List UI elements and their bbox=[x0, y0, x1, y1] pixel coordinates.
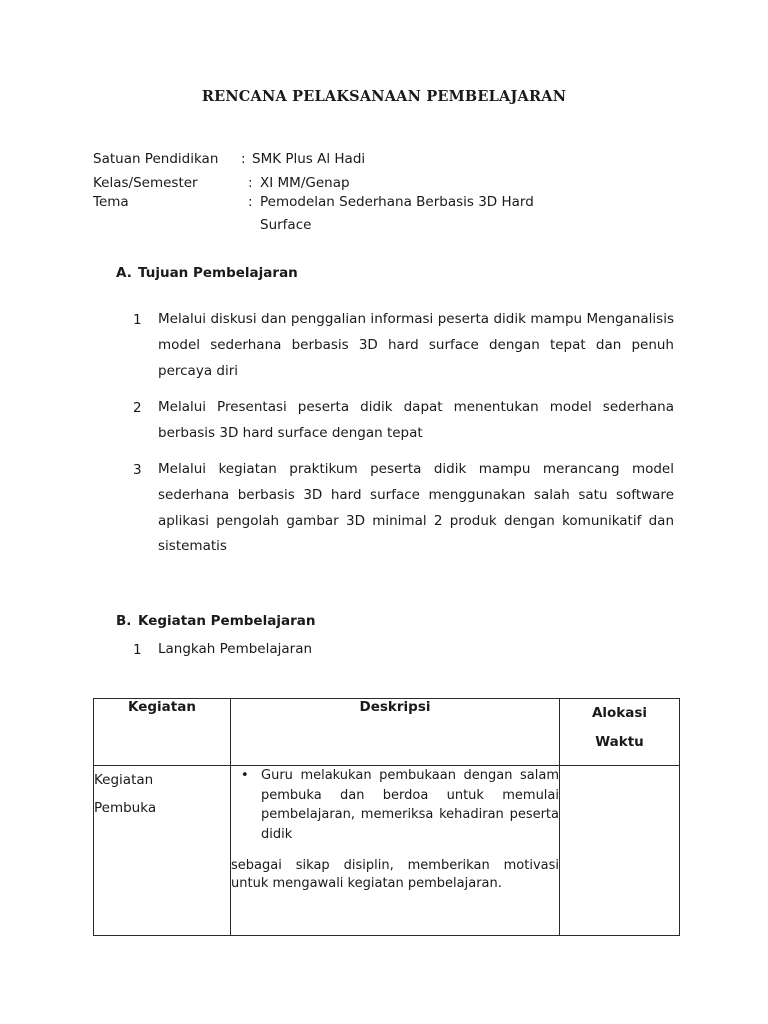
meta-separator: : bbox=[248, 175, 253, 191]
learning-steps-table bbox=[93, 698, 680, 936]
subsection-title: Langkah Pembelajaran bbox=[158, 641, 313, 657]
table-row bbox=[94, 766, 680, 936]
meta-kelas-label: Kelas/Semester bbox=[93, 175, 198, 191]
meta-satuan-value: SMK Plus Al Hadi bbox=[252, 151, 366, 167]
meta-kelas-value: XI MM/Genap bbox=[260, 175, 350, 191]
bullet-item bbox=[231, 766, 559, 844]
section-b-letter: B. bbox=[116, 613, 132, 629]
header-alokasi-line2: Waktu bbox=[595, 734, 644, 750]
section-a-letter: A. bbox=[116, 265, 132, 281]
meta-tema-label: Tema bbox=[93, 194, 129, 210]
objective-number: 1 bbox=[133, 312, 142, 328]
bullet-text: Guru melakukan pembukaan dengan salam pembuka dan berdoa untuk memulai pembelajaran, memeriksa kehadiran peserta didik bbox=[261, 768, 559, 842]
kegiatan-line1: Kegiatan bbox=[94, 772, 154, 788]
section-a-heading bbox=[116, 265, 298, 281]
objective-item: Melalui diskusi dan penggalian informasi peserta didik mampu Menganalisis model sederhana berbasis 3D hard surface dengan tepat dan penuh percaya diri bbox=[158, 311, 674, 379]
cell-deskripsi bbox=[231, 766, 560, 936]
meta-tema-value-line2: Surface bbox=[260, 217, 312, 233]
section-b-heading bbox=[116, 613, 315, 629]
meta-separator: : bbox=[248, 194, 253, 210]
kegiatan-line2: Pembuka bbox=[94, 800, 157, 816]
meta-satuan-label: Satuan Pendidikan bbox=[93, 151, 219, 167]
objective-item: Melalui kegiatan praktikum peserta didik mampu merancang model sederhana berbasis 3D hard surface menggunakan salah satu software aplikasi pengolah gambar 3D minimal 2 produk dengan komunikatif dan sistematis bbox=[158, 461, 674, 555]
section-a-title: Tujuan Pembelajaran bbox=[138, 265, 298, 281]
section-b-title: Kegiatan Pembelajaran bbox=[138, 613, 316, 629]
header-alokasi-line1: Alokasi bbox=[591, 705, 648, 721]
cell-alokasi-waktu bbox=[560, 766, 680, 936]
table-header-row bbox=[94, 699, 680, 766]
header-alokasi-waktu bbox=[560, 699, 680, 766]
objective-number: 2 bbox=[133, 400, 142, 416]
header-kegiatan: Kegiatan bbox=[94, 699, 231, 766]
objective-number: 3 bbox=[133, 462, 142, 478]
continuation-text: sebagai sikap disiplin, memberikan motivasi untuk mengawali kegiatan pembelajaran. bbox=[231, 858, 559, 891]
header-deskripsi: Deskripsi bbox=[231, 699, 560, 766]
bullet-icon: • bbox=[241, 768, 249, 783]
objective-item: Melalui Presentasi peserta didik dapat menentukan model sederhana berbasis 3D hard surface dengan tepat bbox=[158, 399, 674, 441]
meta-separator: : bbox=[241, 151, 246, 167]
cell-kegiatan bbox=[94, 766, 231, 936]
meta-tema-value-line1: Pemodelan Sederhana Berbasis 3D Hard bbox=[260, 194, 534, 210]
document-title: RENCANA PELAKSANAAN PEMBELAJARAN bbox=[201, 88, 567, 105]
subsection-number: 1 bbox=[133, 642, 142, 658]
